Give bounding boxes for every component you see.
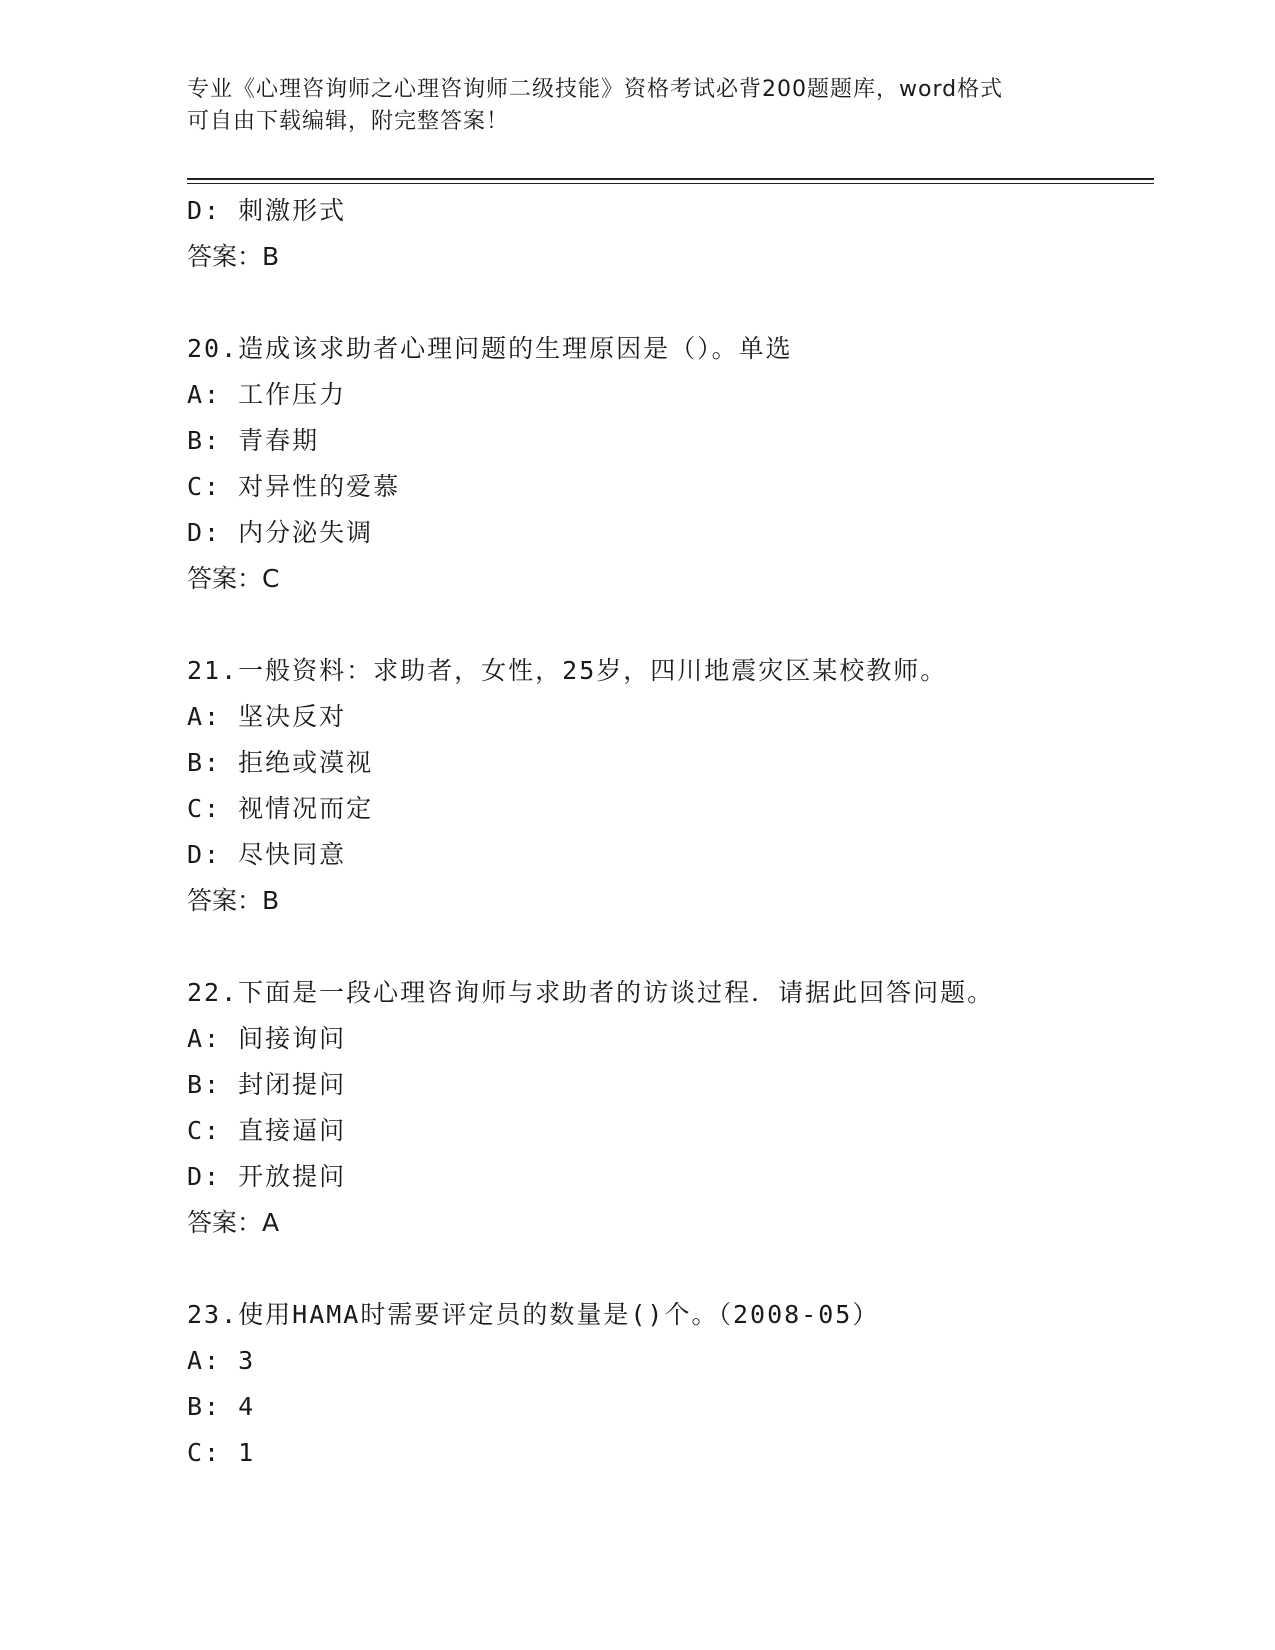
option-a: A: 坚决反对 bbox=[187, 702, 347, 731]
option-a: A: 间接询问 bbox=[187, 1024, 347, 1053]
option-c: C: 对异性的爱慕 bbox=[187, 472, 401, 501]
question-stem-21: 21.一般资料：求助者，女性，25岁，四川地震灾区某校教师。 bbox=[187, 656, 948, 685]
option-a: A: 工作压力 bbox=[187, 380, 347, 409]
answer: 答案：C bbox=[187, 564, 280, 593]
question-stem-23: 23.使用HAMA时需要评定员的数量是()个。（2008-05） bbox=[187, 1300, 880, 1329]
header-rule-thick bbox=[187, 178, 1154, 180]
answer: 答案：B bbox=[187, 242, 280, 271]
option-d: D: 尽快同意 bbox=[187, 840, 347, 869]
question-stem-20: 20.造成该求助者心理问题的生理原因是（）。单选 bbox=[187, 334, 793, 363]
option-d: D: 刺激形式 bbox=[187, 196, 347, 225]
question-list bbox=[187, 188, 1147, 1476]
header-line-2: 可自由下载编辑，附完整答案！ bbox=[187, 109, 510, 134]
option-b: B: 青春期 bbox=[187, 426, 320, 455]
option-c: C: 视情况而定 bbox=[187, 794, 374, 823]
answer: 答案：B bbox=[187, 886, 280, 915]
spacer bbox=[187, 1246, 1147, 1292]
option-b: B: 4 bbox=[187, 1392, 256, 1421]
question-stem-22: 22.下面是一段心理咨询师与求助者的访谈过程．请据此回答问题。 bbox=[187, 978, 995, 1007]
option-b: B: 封闭提问 bbox=[187, 1070, 347, 1099]
spacer bbox=[187, 280, 1147, 326]
option-c: C: 直接逼问 bbox=[187, 1116, 347, 1145]
header-rule-thin bbox=[187, 183, 1154, 184]
option-d: D: 开放提问 bbox=[187, 1162, 347, 1191]
option-c: C: 1 bbox=[187, 1438, 256, 1467]
spacer bbox=[187, 924, 1147, 970]
document-header bbox=[187, 74, 1087, 138]
spacer bbox=[187, 602, 1147, 648]
option-b: B: 拒绝或漠视 bbox=[187, 748, 374, 777]
option-d: D: 内分泌失调 bbox=[187, 518, 374, 547]
answer: 答案：A bbox=[187, 1208, 280, 1237]
option-a: A: 3 bbox=[187, 1346, 256, 1375]
header-line-1: 专业《心理咨询师之心理咨询师二级技能》资格考试必背200题题库，word格式 bbox=[187, 77, 1004, 102]
